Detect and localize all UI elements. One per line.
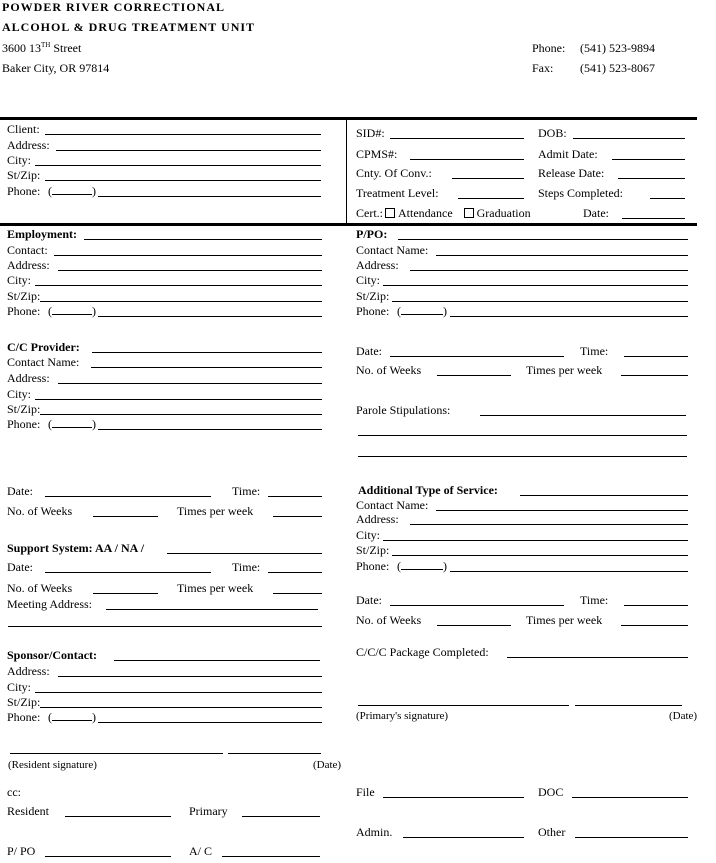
cc-phone-field[interactable] bbox=[98, 429, 322, 430]
admit-date-label: Admit Date: bbox=[538, 147, 598, 161]
cc-city-field[interactable] bbox=[35, 399, 322, 400]
admit-date-field[interactable] bbox=[612, 159, 685, 160]
cc-contact-field[interactable] bbox=[91, 367, 322, 368]
steps-completed-label: Steps Completed: bbox=[538, 186, 623, 200]
package-completed-field[interactable] bbox=[507, 657, 688, 658]
primary-date-caption: (Date) bbox=[669, 710, 698, 722]
additional-city-field[interactable] bbox=[383, 540, 688, 541]
sponsor-city-label: City: bbox=[7, 680, 32, 694]
ppo-time-label: Time: bbox=[580, 344, 609, 358]
sponsor-phone-label: Phone: bbox=[7, 710, 41, 724]
employment-field[interactable] bbox=[84, 239, 322, 240]
additional-phone-field[interactable] bbox=[450, 571, 688, 572]
additional-per-week-field[interactable] bbox=[621, 625, 688, 626]
ppo-date-field[interactable] bbox=[390, 356, 564, 357]
additional-service-field[interactable] bbox=[520, 495, 688, 496]
support-system-title: Support System: AA / NA / bbox=[7, 541, 145, 555]
meeting-address-line2[interactable] bbox=[8, 626, 322, 627]
attendance-checkbox[interactable] bbox=[385, 208, 395, 218]
county-conviction-label: Cnty. Of Conv.: bbox=[356, 166, 432, 180]
employment-stzip-label: St/Zip: bbox=[7, 289, 41, 303]
employment-address-field[interactable] bbox=[58, 270, 322, 271]
support-time-field[interactable] bbox=[268, 572, 322, 573]
steps-completed-field[interactable] bbox=[650, 198, 685, 199]
additional-time-field[interactable] bbox=[624, 605, 688, 606]
additional-address-field[interactable] bbox=[410, 524, 688, 525]
employment-contact-field[interactable] bbox=[54, 255, 322, 256]
org-name-line2: ALCOHOL & DRUG TREATMENT UNIT bbox=[2, 20, 256, 34]
employment-title: Employment: bbox=[7, 227, 77, 241]
primary-signature-caption: (Primary's signature) bbox=[356, 710, 449, 722]
client-address-label: Address: bbox=[7, 138, 50, 152]
additional-contact-label: Contact Name: bbox=[356, 498, 429, 512]
cert-date-field[interactable] bbox=[622, 218, 685, 219]
release-date-field[interactable] bbox=[618, 178, 685, 179]
additional-phone-area[interactable]: ( ) bbox=[397, 559, 447, 573]
cc-contact-label: Contact Name: bbox=[7, 355, 80, 369]
ppo-time-field[interactable] bbox=[624, 356, 688, 357]
support-date-field[interactable] bbox=[45, 572, 211, 573]
sponsor-title: Sponsor/Contact: bbox=[7, 648, 98, 662]
additional-per-week-label: Times per week bbox=[526, 613, 603, 627]
ppo-stzip-label: St/Zip: bbox=[356, 289, 390, 303]
org-name-line1: POWDER RIVER CORRECTIONAL bbox=[2, 0, 226, 14]
cc-time-label: Time: bbox=[232, 484, 261, 498]
treatment-level-label: Treatment Level: bbox=[356, 186, 439, 200]
dob-field[interactable] bbox=[573, 138, 685, 139]
cc-resident-field[interactable] bbox=[65, 816, 171, 817]
employment-phone-area[interactable]: ( ) bbox=[48, 304, 96, 318]
client-phone-area[interactable]: ( ) bbox=[48, 184, 96, 198]
cc-file-field[interactable] bbox=[383, 797, 524, 798]
cc-ppo-label: P/ PO bbox=[7, 844, 36, 858]
section-divider bbox=[0, 223, 697, 226]
employment-phone-label: Phone: bbox=[7, 304, 41, 318]
additional-weeks-label: No. of Weeks bbox=[356, 613, 422, 627]
sponsor-stzip-label: St/Zip: bbox=[7, 695, 41, 709]
cc-phone-label: Phone: bbox=[7, 417, 41, 431]
resident-date-caption: (Date) bbox=[313, 759, 342, 771]
sponsor-phone-field[interactable] bbox=[98, 722, 322, 723]
additional-weeks-field[interactable] bbox=[437, 625, 511, 626]
employment-city-label: City: bbox=[7, 273, 32, 287]
ppo-title: P/PO: bbox=[356, 227, 388, 241]
resident-signature-line[interactable] bbox=[10, 753, 223, 754]
support-weeks-label: No. of Weeks bbox=[7, 581, 73, 595]
cc-primary-field[interactable] bbox=[242, 816, 320, 817]
cc-doc-field[interactable] bbox=[572, 797, 688, 798]
client-stzip-label: St/Zip: bbox=[7, 168, 41, 182]
cc-label: cc: bbox=[7, 785, 21, 799]
cc-admin-label: Admin. bbox=[356, 825, 393, 839]
support-per-week-field[interactable] bbox=[273, 593, 322, 594]
ppo-contact-field[interactable] bbox=[436, 255, 688, 256]
street-address: 3600 13TH Street bbox=[2, 41, 82, 55]
additional-city-label: City: bbox=[356, 528, 381, 542]
cpms-label: CPMS#: bbox=[356, 147, 398, 161]
cc-doc-label: DOC bbox=[538, 785, 564, 799]
cpms-field[interactable] bbox=[410, 159, 524, 160]
cc-ac-field[interactable] bbox=[222, 856, 320, 857]
cc-stzip-label: St/Zip: bbox=[7, 402, 41, 416]
parole-stipulations-field[interactable] bbox=[480, 415, 686, 416]
cc-date-field[interactable] bbox=[45, 496, 211, 497]
cc-ppo-field[interactable] bbox=[45, 856, 171, 857]
cc-per-week-label: Times per week bbox=[177, 504, 254, 518]
client-address-field[interactable] bbox=[56, 150, 321, 151]
employment-address-label: Address: bbox=[7, 258, 50, 272]
phone-value: (541) 523-9894 bbox=[580, 41, 655, 55]
primary-signature-date-line[interactable] bbox=[575, 705, 682, 706]
fax-value: (541) 523-8067 bbox=[580, 61, 655, 75]
parole-stipulations-line2[interactable] bbox=[358, 435, 687, 436]
client-phone-field[interactable] bbox=[98, 196, 321, 197]
client-city-field[interactable] bbox=[35, 165, 321, 166]
cc-resident-label: Resident bbox=[7, 804, 49, 818]
sponsor-address-label: Address: bbox=[7, 664, 50, 678]
support-system-field[interactable] bbox=[167, 553, 322, 554]
client-stzip-field[interactable] bbox=[45, 180, 321, 181]
ppo-per-week-field[interactable] bbox=[621, 375, 688, 376]
ppo-city-field[interactable] bbox=[383, 285, 688, 286]
employment-stzip-field[interactable] bbox=[40, 301, 322, 302]
primary-signature-line[interactable] bbox=[358, 705, 569, 706]
fax-label: Fax: bbox=[532, 61, 554, 75]
cc-per-week-field[interactable] bbox=[273, 516, 322, 517]
cc-provider-field[interactable] bbox=[92, 352, 322, 353]
client-field[interactable] bbox=[45, 134, 321, 135]
client-city-label: City: bbox=[7, 153, 32, 167]
resident-signature-caption: (Resident signature) bbox=[8, 759, 97, 771]
resident-signature-date-line[interactable] bbox=[228, 753, 321, 754]
ppo-weeks-field[interactable] bbox=[437, 375, 511, 376]
sponsor-phone-area[interactable]: ( ) bbox=[48, 710, 96, 724]
cc-weeks-field[interactable] bbox=[93, 516, 158, 517]
ppo-field[interactable] bbox=[398, 239, 688, 240]
additional-service-title: Additional Type of Service: bbox=[358, 483, 498, 497]
cc-city-label: City: bbox=[7, 387, 32, 401]
ppo-phone-label: Phone: bbox=[356, 304, 390, 318]
cert-date-label: Date: bbox=[583, 206, 609, 220]
support-weeks-field[interactable] bbox=[93, 593, 158, 594]
package-completed-label: C/C/C Package Completed: bbox=[356, 645, 489, 659]
cc-weeks-label: No. of Weeks bbox=[7, 504, 73, 518]
sponsor-stzip-field[interactable] bbox=[40, 707, 322, 708]
additional-date-label: Date: bbox=[356, 593, 382, 607]
support-time-label: Time: bbox=[232, 560, 261, 574]
cc-phone-area[interactable]: ( ) bbox=[48, 417, 96, 431]
sponsor-address-field[interactable] bbox=[58, 676, 322, 677]
cc-admin-field[interactable] bbox=[403, 837, 524, 838]
sid-field[interactable] bbox=[390, 138, 524, 139]
support-per-week-label: Times per week bbox=[177, 581, 254, 595]
employment-city-field[interactable] bbox=[35, 285, 322, 286]
client-label: Client: bbox=[7, 122, 40, 136]
sponsor-field[interactable] bbox=[114, 660, 320, 661]
client-column-divider bbox=[346, 120, 347, 226]
ppo-per-week-label: Times per week bbox=[526, 363, 603, 377]
additional-phone-label: Phone: bbox=[356, 559, 390, 573]
cc-primary-label: Primary bbox=[189, 804, 228, 818]
cert-row: Cert.: Attendance Graduation bbox=[356, 206, 531, 220]
graduation-checkbox[interactable] bbox=[464, 208, 474, 218]
county-conviction-field[interactable] bbox=[452, 178, 524, 179]
cc-other-label: Other bbox=[538, 825, 566, 839]
additional-stzip-field[interactable] bbox=[392, 555, 688, 556]
ppo-address-label: Address: bbox=[356, 258, 399, 272]
additional-stzip-label: St/Zip: bbox=[356, 543, 390, 557]
ppo-city-label: City: bbox=[356, 273, 381, 287]
additional-address-label: Address: bbox=[356, 512, 399, 526]
cc-address-field[interactable] bbox=[58, 383, 322, 384]
header-divider bbox=[0, 117, 697, 120]
additional-time-label: Time: bbox=[580, 593, 609, 607]
employment-phone-field[interactable] bbox=[98, 316, 322, 317]
additional-date-field[interactable] bbox=[390, 605, 564, 606]
client-phone-label: Phone: bbox=[7, 184, 41, 198]
ppo-date-label: Date: bbox=[356, 344, 382, 358]
cc-date-label: Date: bbox=[7, 484, 33, 498]
ppo-phone-area[interactable]: ( ) bbox=[397, 304, 447, 318]
ppo-weeks-label: No. of Weeks bbox=[356, 363, 422, 377]
support-date-label: Date: bbox=[7, 560, 33, 574]
additional-contact-field[interactable] bbox=[436, 510, 688, 511]
release-date-label: Release Date: bbox=[538, 166, 605, 180]
ppo-stzip-field[interactable] bbox=[392, 301, 688, 302]
phone-label: Phone: bbox=[532, 41, 566, 55]
cc-ac-label: A/ C bbox=[189, 844, 213, 858]
sid-label: SID#: bbox=[356, 126, 385, 140]
employment-contact-label: Contact: bbox=[7, 243, 48, 257]
parole-stipulations-line3[interactable] bbox=[358, 456, 687, 457]
cc-time-field[interactable] bbox=[268, 496, 322, 497]
sponsor-city-field[interactable] bbox=[35, 692, 322, 693]
meeting-address-field[interactable] bbox=[106, 609, 318, 610]
cc-other-field[interactable] bbox=[575, 837, 688, 838]
ppo-contact-label: Contact Name: bbox=[356, 243, 429, 257]
city-state-zip: Baker City, OR 97814 bbox=[2, 61, 110, 75]
cc-stzip-field[interactable] bbox=[40, 414, 322, 415]
ppo-phone-field[interactable] bbox=[450, 316, 688, 317]
meeting-address-label: Meeting Address: bbox=[7, 597, 92, 611]
cc-file-label: File bbox=[356, 785, 375, 799]
ppo-address-field[interactable] bbox=[410, 270, 688, 271]
cc-address-label: Address: bbox=[7, 371, 50, 385]
cc-provider-title: C/C Provider: bbox=[7, 340, 80, 354]
parole-stipulations-label: Parole Stipulations: bbox=[356, 403, 451, 417]
treatment-level-field[interactable] bbox=[458, 198, 524, 199]
dob-label: DOB: bbox=[538, 126, 567, 140]
